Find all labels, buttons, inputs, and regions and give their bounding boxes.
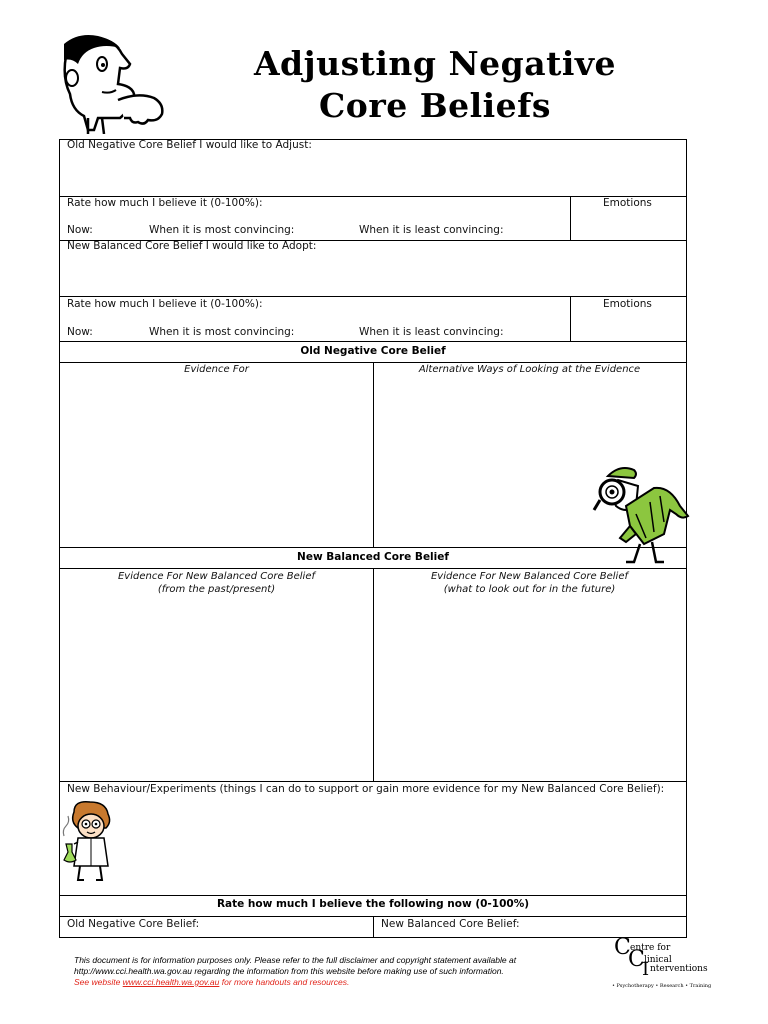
new-evidence-box[interactable]: [59, 568, 687, 782]
logo-interventions: nterventions: [650, 964, 708, 974]
new-evidence-divider: [373, 569, 374, 781]
evidence-future-title: Evidence For New Balanced Core Belief: [430, 571, 629, 582]
rate-new-emotions: Emotions: [603, 298, 652, 310]
scientist-flask-icon: [60, 800, 122, 884]
behaviour-box[interactable]: [59, 781, 687, 896]
evidence-for-label: Evidence For: [184, 364, 249, 375]
rate-new-most: When it is most convincing:: [149, 326, 295, 338]
rate-old-emotions: Emotions: [603, 197, 652, 209]
rate-old-label: Rate how much I believe it (0-100%):: [67, 197, 263, 209]
behaviour-label: New Behaviour/Experiments (things I can do to support or gain more evidence for my New Balanced Core Belief):: [67, 783, 665, 795]
website-prefix: See website: [74, 977, 123, 987]
rate-old-divider: [570, 197, 571, 240]
disclaimer-line1: This document is for information purposes only. Please refer to the full disclaimer and copyright statement available at: [74, 955, 517, 965]
rate-old-now: Now:: [67, 224, 93, 236]
rate-old-most: When it is most convincing:: [149, 224, 295, 236]
rate-new-least: When it is least convincing:: [359, 326, 504, 338]
rate-new-box[interactable]: [59, 296, 687, 342]
rate-old-box[interactable]: [59, 196, 687, 241]
final-rate-header: Rate how much I believe the following now (0-100%): [216, 898, 530, 910]
logo-centre-for: entre for: [630, 943, 671, 953]
page-title-line1: Adjusting Negative: [253, 44, 617, 83]
alternative-ways-label: Alternative Ways of Looking at the Evidence: [418, 364, 641, 375]
thinking-man-icon: [58, 34, 178, 134]
rate-old-least: When it is least convincing:: [359, 224, 504, 236]
evidence-past-title: Evidence For New Balanced Core Belief: [117, 571, 316, 582]
new-section-header: New Balanced Core Belief: [297, 551, 449, 563]
rate-new-divider: [570, 297, 571, 341]
final-new-label: New Balanced Core Belief:: [381, 918, 520, 930]
old-section-header: Old Negative Core Belief: [300, 345, 446, 357]
new-belief-label: New Balanced Core Belief I would like to Adopt:: [67, 240, 317, 252]
final-rate-header-box: [59, 895, 687, 917]
final-rate-divider: [373, 917, 374, 937]
logo-clinical: linical: [644, 955, 672, 965]
old-evidence-divider: [373, 363, 374, 547]
page-title-line2: Core Beliefs: [319, 86, 551, 125]
disclaimer-line2: http://www.cci.health.wa.gov.au regarding the information from this website before making use of such information.: [74, 966, 504, 976]
logo-i: I: [642, 959, 650, 980]
logo-c2: C: [628, 947, 645, 972]
rate-new-now: Now:: [67, 326, 93, 338]
old-belief-label: Old Negative Core Belief I would like to Adjust:: [67, 139, 312, 151]
website-link[interactable]: www.cci.health.wa.gov.au: [122, 977, 220, 987]
logo-tagline: • Psychotherapy • Research • Training: [612, 983, 712, 989]
website-suffix: for more handouts and resources.: [219, 977, 350, 987]
logo-c1: C: [614, 935, 631, 960]
website-line: [74, 977, 349, 987]
new-belief-box[interactable]: [59, 240, 687, 297]
evidence-future-subtitle: (what to look out for in the future): [443, 584, 616, 595]
evidence-past-subtitle: (from the past/present): [157, 584, 276, 595]
old-belief-box[interactable]: [59, 139, 687, 197]
final-old-label: Old Negative Core Belief:: [67, 918, 200, 930]
cci-logo: [612, 937, 722, 997]
old-section-header-box: [59, 341, 687, 363]
final-rate-box[interactable]: [59, 916, 687, 938]
new-section-header-box: [59, 547, 687, 569]
rate-new-label: Rate how much I believe it (0-100%):: [67, 298, 263, 310]
